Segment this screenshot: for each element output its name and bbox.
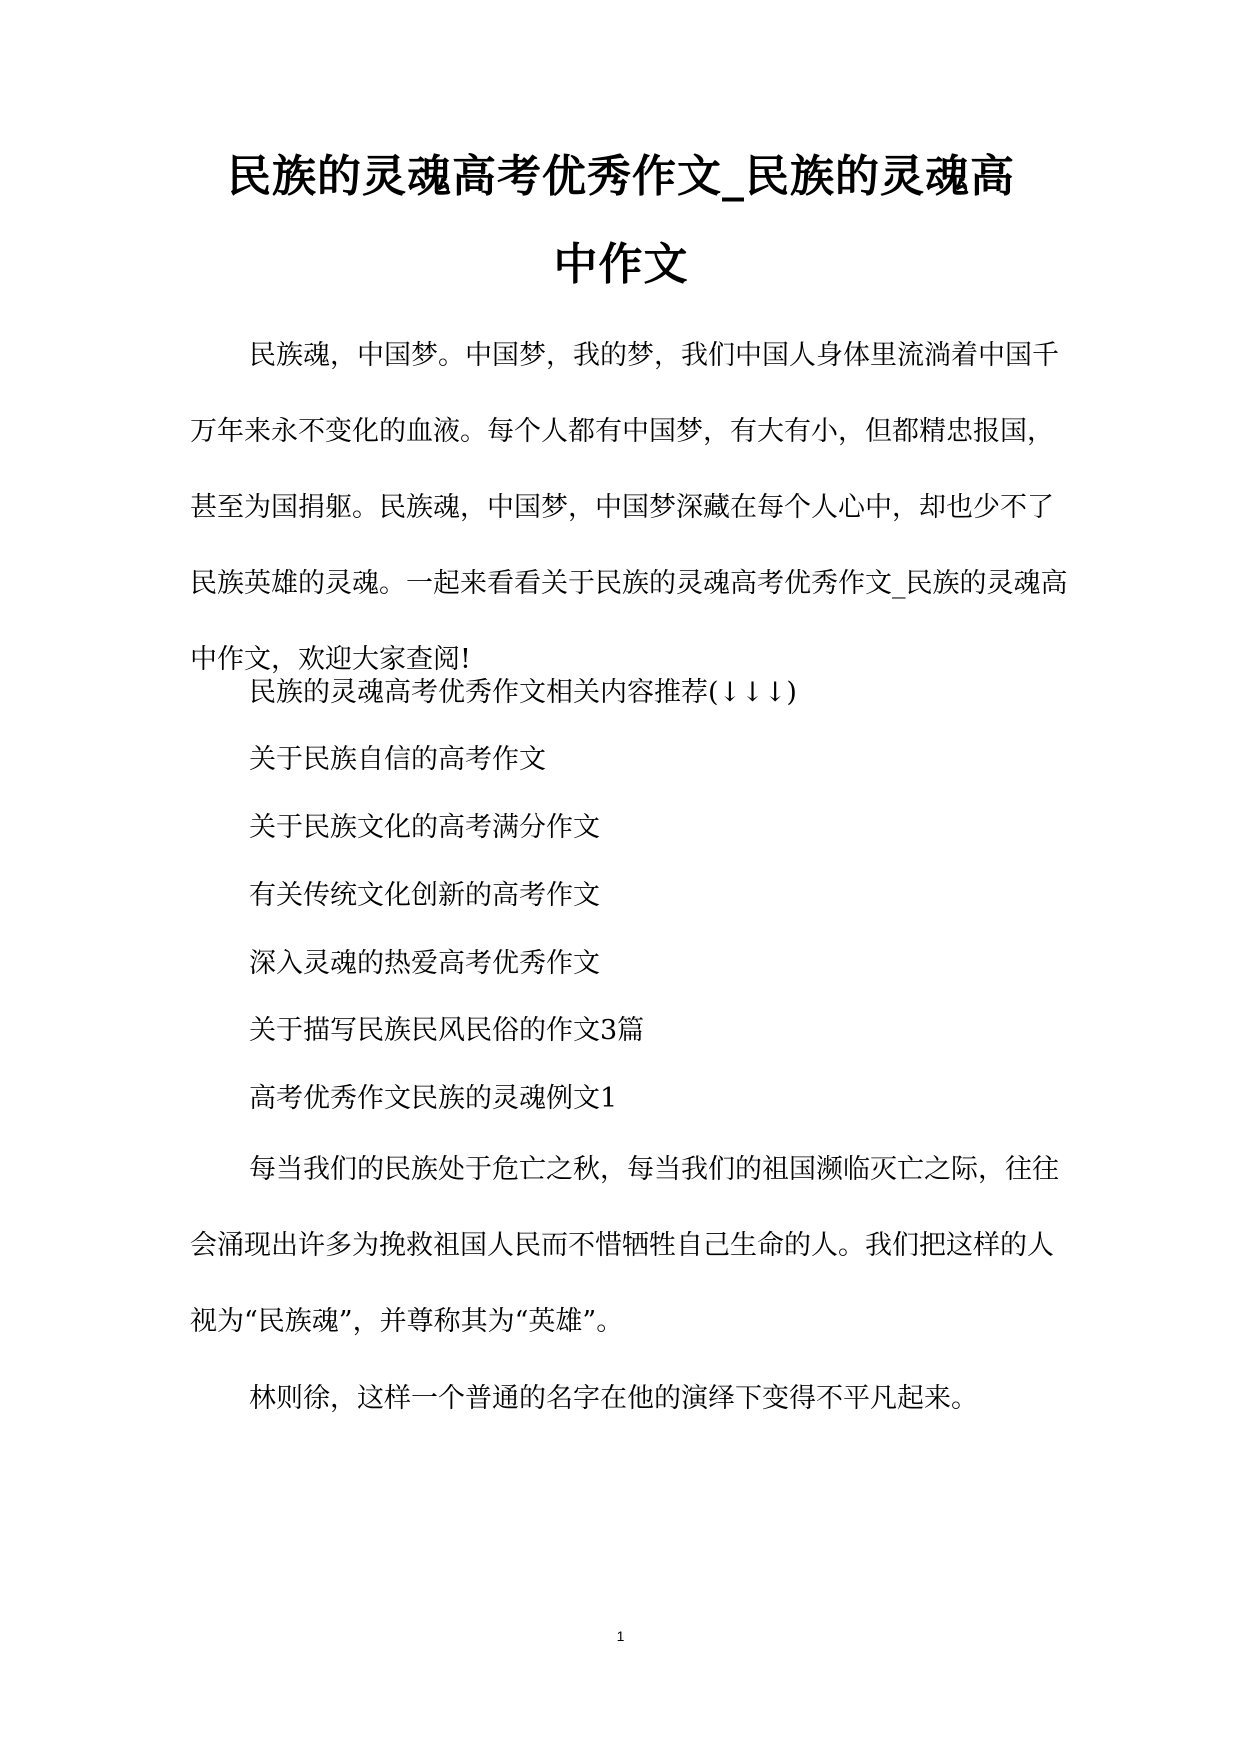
example-heading: 高考优秀作文民族的灵魂例文1	[249, 1083, 618, 1114]
document-title-line-1: 民族的灵魂高考优秀作文_民族的灵魂高	[227, 151, 1015, 202]
recommend-link-5[interactable]: 关于描写民族民风民俗的作文3篇	[249, 1015, 645, 1046]
recommend-link-2[interactable]: 关于民族文化的高考满分作文	[249, 812, 600, 843]
recommend-heading: 民族的灵魂高考优秀作文相关内容推荐(↓↓↓)	[249, 677, 797, 708]
page-number: 1	[616, 1628, 625, 1644]
recommend-link-1[interactable]: 关于民族自信的高考作文	[249, 744, 546, 775]
document-title-line-2: 中作文	[553, 239, 689, 290]
body-paragraph-1: 每当我们的民族处于危亡之秋，每当我们的祖国濒临灭亡之际，往往会涌现出许多为挽救祖国人民而不惜牺牲自己生命的人。我们把这样的人视为“民族魂”，并尊称其为“英雄”。	[190, 1154, 1059, 1337]
intro-paragraph: 民族魂，中国梦。中国梦，我的梦，我们中国人身体里流淌着中国千万年来永不变化的血液。每个人都有中国梦，有大有小，但都精忠报国，甚至为国捐躯。民族魂，中国梦，中国梦深藏在每个人心中，却也少不了民族英雄的灵魂。一起来看看关于民族的灵魂高考优秀作文_民族的灵魂高中作文，欢迎大家查阅!	[190, 340, 1068, 675]
body-paragraph-2: 林则徐，这样一个普通的名字在他的演绎下变得不平凡起来。	[249, 1383, 978, 1414]
recommend-link-3[interactable]: 有关传统文化创新的高考作文	[249, 880, 600, 911]
recommend-link-4[interactable]: 深入灵魂的热爱高考优秀作文	[249, 948, 600, 979]
